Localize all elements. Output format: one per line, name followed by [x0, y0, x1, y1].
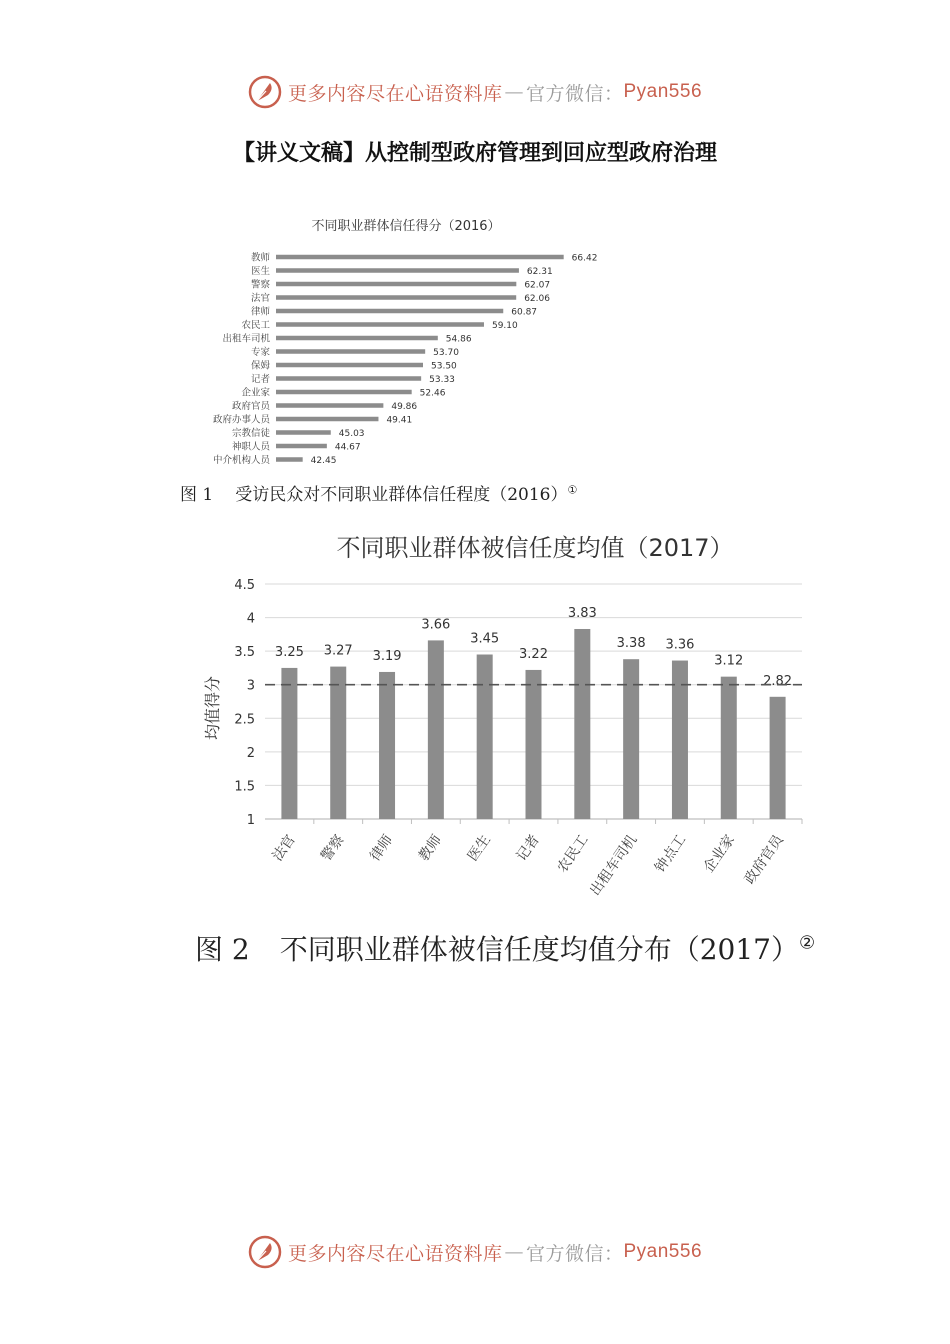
chart-trust-score-2016 [200, 210, 640, 470]
chart2-bar [721, 677, 737, 819]
chart1-value-label: 62.07 [524, 280, 551, 291]
chart1-bar [276, 322, 484, 327]
chart2-value-label: 3.25 [274, 644, 304, 660]
chart2-category-label: 警察 [318, 832, 348, 865]
chart1-bar [276, 417, 378, 422]
chart2-value-label: 3.36 [665, 637, 695, 653]
watermark-official-label: 官方微信： [525, 1242, 624, 1265]
chart1-category-label: 专家 [250, 347, 270, 358]
feather-logo-icon [248, 75, 282, 109]
chart1-value-label: 49.41 [386, 415, 413, 426]
chart2-bar [281, 668, 297, 819]
chart1-bar [276, 444, 327, 449]
chart1-category-label: 企业家 [241, 387, 270, 399]
chart1-category-label: 农民工 [241, 320, 270, 331]
chart2-value-label: 3.38 [616, 636, 646, 652]
chart2-bar [428, 640, 444, 819]
chart1-value-label: 44.67 [334, 442, 361, 453]
chart1-title: 不同职业群体信任得分（2016） [311, 219, 501, 234]
watermark-wechat-id: Pyan556 [623, 81, 703, 102]
chart1-category-label: 保姆 [250, 360, 270, 372]
chart1-bar [276, 390, 412, 395]
chart2-value-label: 3.27 [323, 643, 353, 659]
chart2-value-label: 3.12 [714, 653, 744, 669]
chart1-value-label: 60.87 [511, 307, 538, 318]
chart2-y-tick-label: 3 [246, 678, 255, 694]
chart1-bar [276, 430, 331, 435]
chart1-value-label: 53.50 [431, 361, 457, 372]
chart1-category-label: 中介机构人员 [212, 455, 270, 466]
watermark-separator: — [504, 81, 524, 103]
chart2-category-label: 出租车司机 [587, 832, 641, 899]
chart2-y-tick-label: 3.5 [234, 645, 255, 661]
chart1-category-label: 法官 [250, 293, 270, 304]
chart2-category-label: 医生 [464, 832, 494, 865]
chart2-value-label: 3.19 [372, 648, 402, 664]
figure1-footnote-mark: ① [567, 483, 578, 497]
chart2-y-tick-label: 2.5 [234, 712, 255, 728]
chart2-y-tick-label: 1.5 [234, 779, 255, 795]
figure1-caption [180, 480, 577, 505]
figure2-caption [195, 928, 815, 968]
chart1-category-label: 政府办事人员 [212, 414, 270, 426]
chart1-bar [276, 282, 516, 287]
chart2-category-label: 教师 [415, 832, 446, 865]
figure1-label: 图 1 [180, 485, 214, 505]
watermark-separator: — [504, 1241, 524, 1263]
chart2-category-label: 钟点工 [652, 832, 690, 876]
watermark-footer [0, 1232, 950, 1272]
chart1-value-label: 42.45 [310, 456, 337, 466]
chart2-value-label: 3.22 [519, 646, 548, 662]
chart2-value-label: 3.83 [567, 605, 597, 621]
figure2-label: 图 2 [195, 933, 250, 966]
chart1-value-label: 62.31 [526, 267, 553, 277]
feather-logo-icon [248, 1235, 282, 1269]
chart2-y-tick-label: 4.5 [234, 578, 255, 593]
chart1-category-label: 宗教信徒 [231, 428, 270, 439]
figure1-year: （2016） [490, 485, 568, 505]
chart1-value-label: 52.46 [419, 388, 446, 399]
chart1-value-label: 53.33 [429, 375, 455, 385]
chart1-bar [276, 309, 503, 314]
chart2-bar [526, 670, 542, 819]
chart1-bar [276, 403, 383, 408]
figure1-text: 受访民众对不同职业群体信任程度 [235, 485, 491, 505]
chart1-category-label: 警察 [250, 279, 270, 291]
chart1-value-label: 62.06 [524, 294, 550, 304]
chart1-value-label: 59.10 [491, 321, 518, 331]
chart2-bar [574, 629, 590, 819]
chart1-bar [276, 295, 516, 300]
chart2-title: 不同职业群体被信任度均值（2017） [336, 534, 734, 562]
chart2-category-label: 法官 [269, 832, 299, 865]
chart2-value-label: 2.82 [763, 673, 793, 689]
chart1-category-label: 记者 [250, 374, 270, 385]
chart2-category-label: 记者 [513, 832, 543, 865]
chart1-category-label: 教师 [250, 252, 270, 264]
watermark-text: 更多内容尽在心语资料库 [287, 1242, 503, 1265]
chart2-y-axis-label: 均值得分 [203, 675, 222, 741]
chart2-bar [623, 659, 639, 819]
watermark-official-label: 官方微信： [525, 82, 624, 105]
chart1-bar [276, 457, 303, 462]
page-title: 【讲义文稿】从控制型政府管理到回应型政府治理 [232, 141, 717, 166]
chart2-category-label: 律师 [367, 832, 397, 865]
chart1-category-label: 出租车司机 [222, 333, 270, 345]
chart2-bar [330, 667, 346, 819]
chart1-value-label: 49.86 [391, 402, 418, 412]
chart1-category-label: 政府官员 [231, 401, 270, 412]
figure2-year: （2017） [671, 933, 799, 966]
chart1-category-label: 律师 [250, 306, 270, 318]
chart2-category-label: 政府官员 [741, 832, 787, 888]
chart2-bar [770, 697, 786, 819]
chart2-y-tick-label: 1 [246, 813, 255, 828]
watermark-header [0, 72, 950, 112]
chart1-bar [276, 255, 564, 260]
chart2-value-label: 3.66 [421, 617, 451, 633]
chart2-category-label: 企业家 [700, 832, 739, 876]
chart1-category-label: 医生 [250, 266, 270, 277]
chart2-category-label: 农民工 [554, 832, 592, 876]
chart1-bar [276, 363, 423, 368]
chart1-value-label: 54.86 [445, 334, 472, 345]
figure2-text: 不同职业群体被信任度均值分布 [279, 933, 672, 966]
chart1-value-label: 53.70 [433, 348, 459, 358]
chart1-value-label: 66.42 [571, 253, 598, 264]
chart1-category-label: 神职人员 [231, 441, 270, 453]
watermark-wechat-id: Pyan556 [623, 1241, 703, 1262]
chart2-bar [477, 655, 493, 820]
chart1-bar [276, 376, 421, 381]
chart-trust-mean-2017 [190, 520, 820, 915]
chart1-value-label: 45.03 [338, 429, 365, 439]
chart1-bar [276, 268, 519, 273]
chart2-value-label: 3.45 [470, 631, 500, 647]
watermark-text: 更多内容尽在心语资料库 [287, 82, 503, 105]
chart2-y-tick-label: 2 [246, 745, 255, 761]
chart1-bar [276, 336, 438, 341]
chart2-bar [379, 672, 395, 819]
figure2-footnote-mark: ② [799, 932, 816, 954]
chart1-bar [276, 349, 425, 354]
chart2-y-tick-label: 4 [246, 611, 255, 627]
